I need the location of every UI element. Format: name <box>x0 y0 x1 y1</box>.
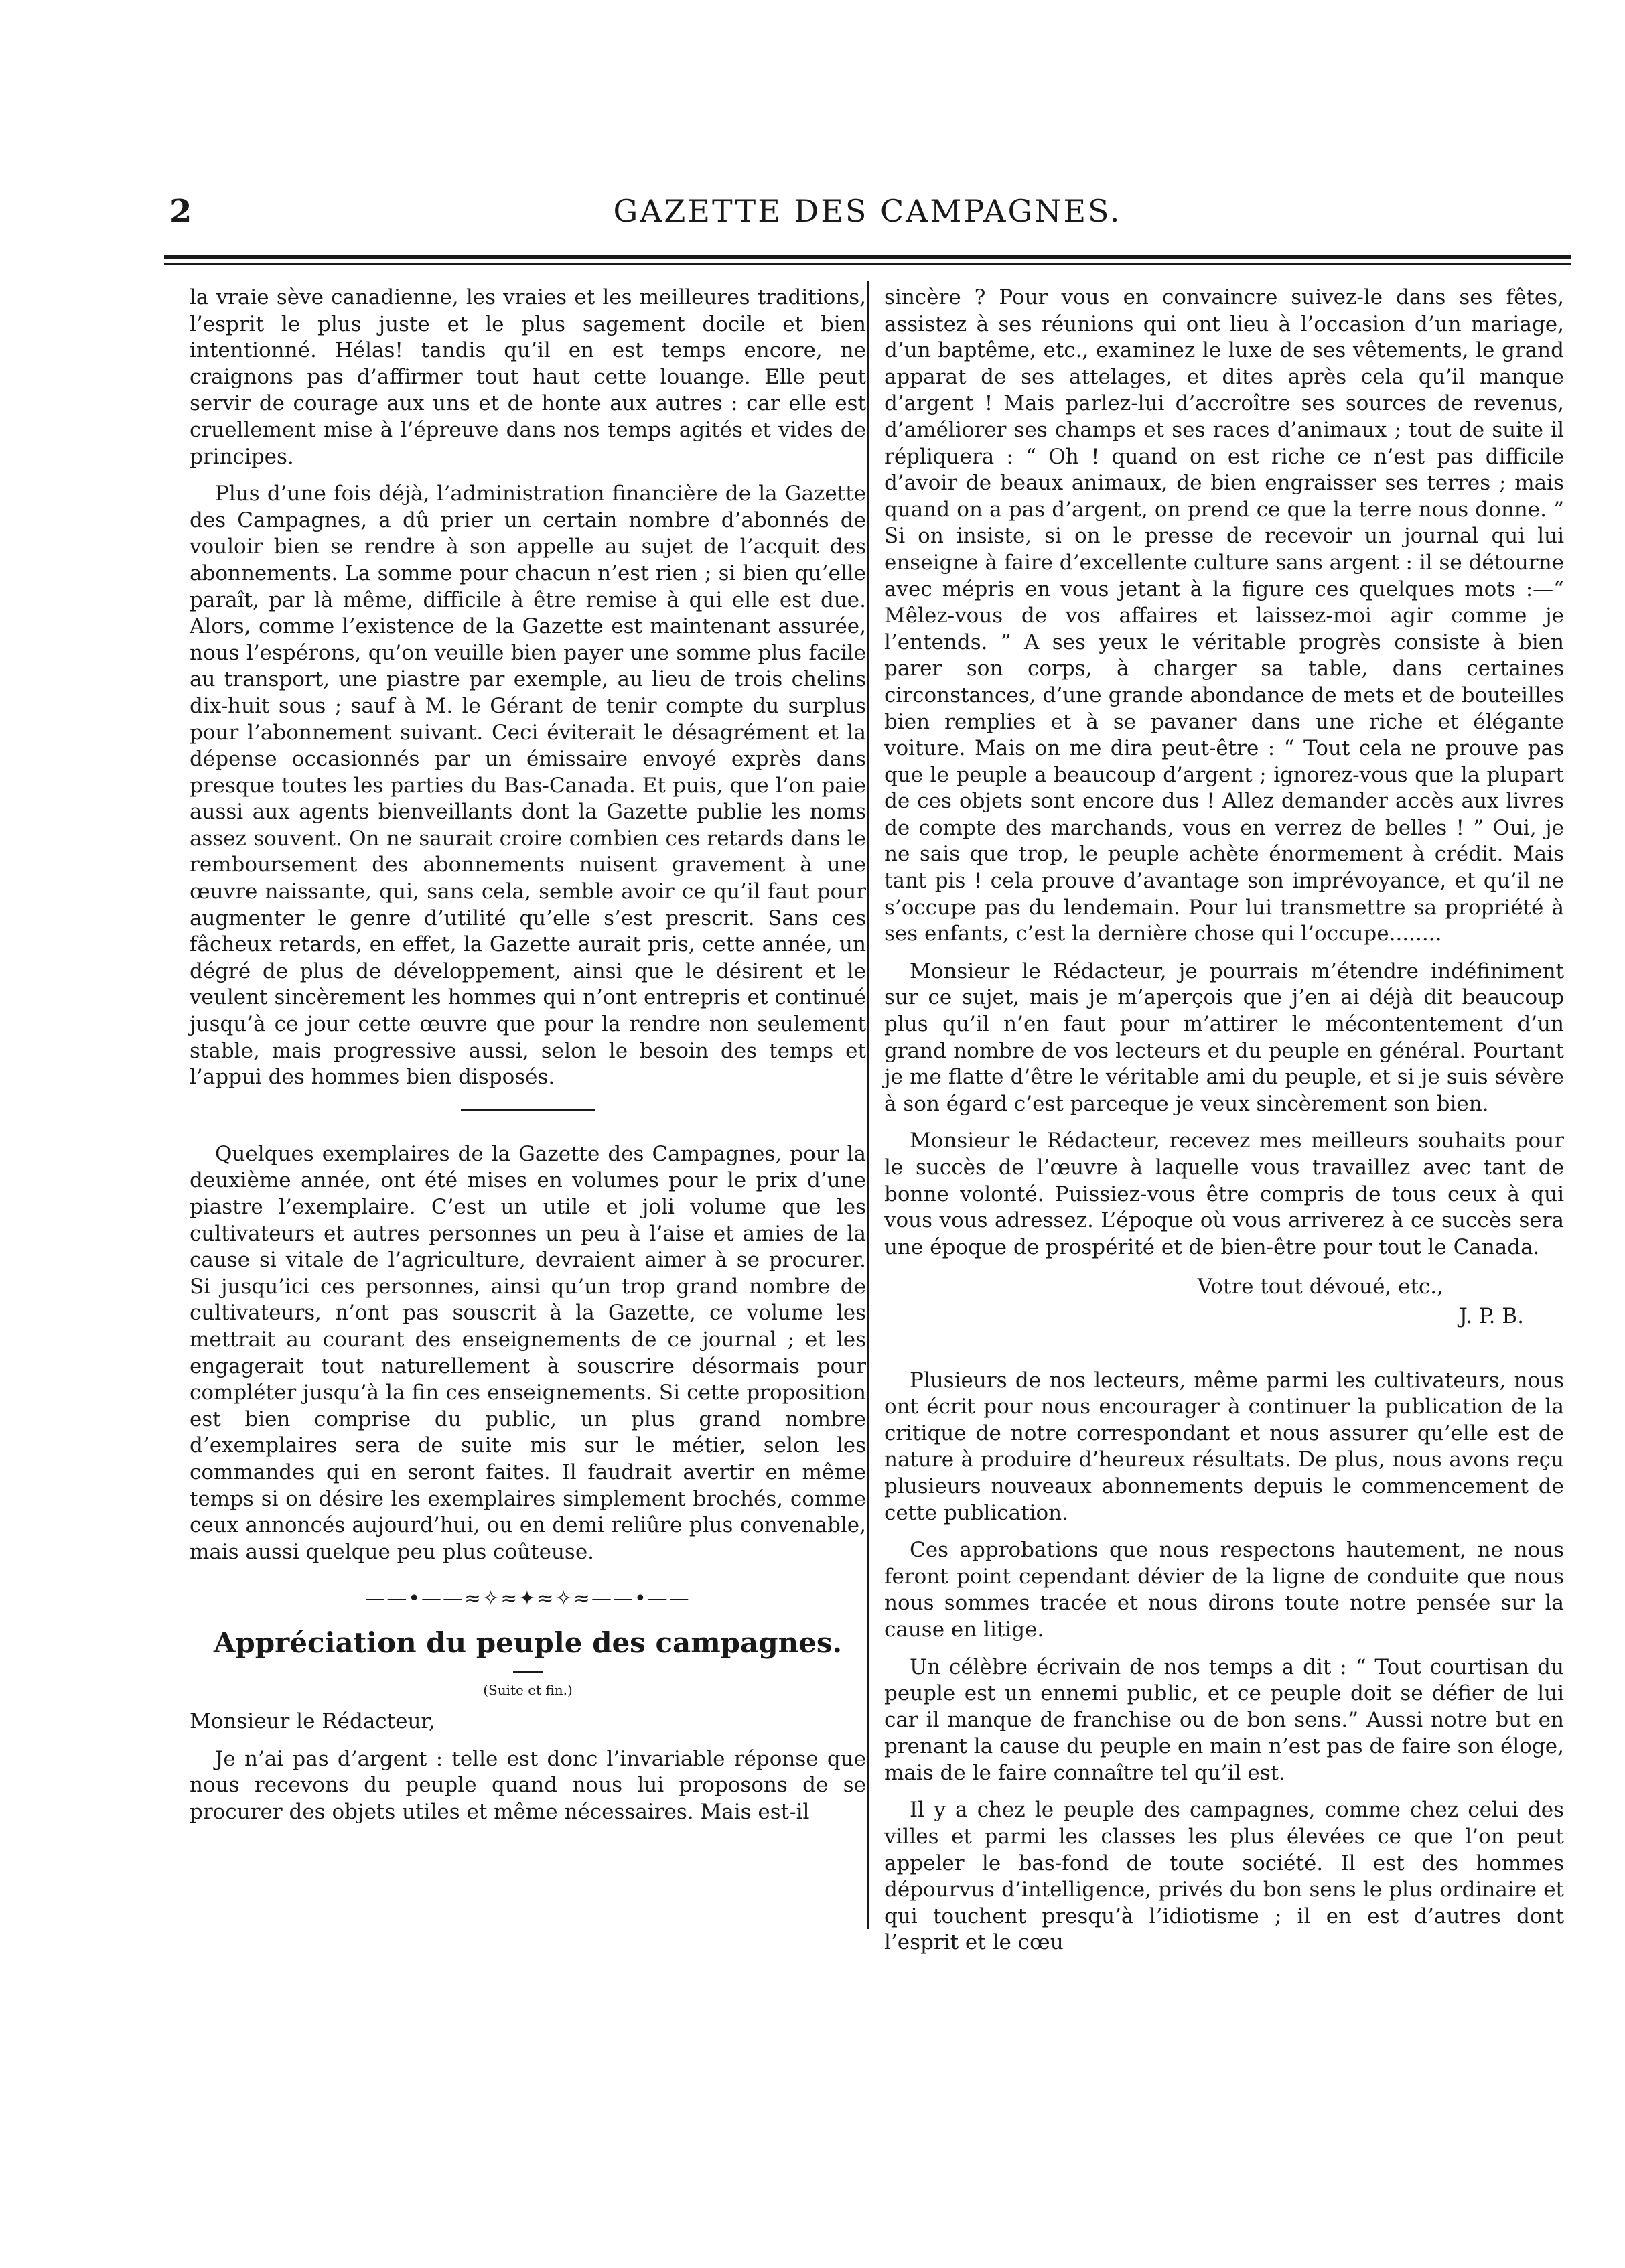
article-salutation: Monsieur le Rédacteur, <box>190 1709 435 1734</box>
right-paragraph-7: Il y a chez le peuple des campagnes, comme chez celui des villes et parmi les classes les plus élevées ce que l’on peut appeler le bas-fond de toute société. Il est des hommes dépourvus d’intelligence, privés du bon sens le plus ordinaire et qui touchent presqu’à l’idiotisme ; il en est d’autres dont l’esprit et le cœu <box>884 1798 1564 1955</box>
masthead: GAZETTE DES CAMPAGNES. <box>613 193 1122 229</box>
left-paragraph-4: Je n’ai pas d’argent : telle est donc l’invariable réponse que nous recevons du peuple quand nous lui proposons de se procurer des objets utiles et même nécessaires. Mais est-il <box>190 1746 866 1824</box>
title-rule <box>513 1671 543 1673</box>
right-paragraph-4: Plusieurs de nos lecteurs, même parmi les cultivateurs, nous ont écrit pour nous encourager à continuer la publication de la critique de notre correspondant et nous assurer qu’elle est de nature à produire d’heureux résultats. De plus, nous avons reçu plusieurs nouveaux abonnements depuis le commencement de cette publication. <box>884 1368 1564 1525</box>
header-rule-thick <box>164 255 1571 259</box>
letter-signoff: Votre tout dévoué, etc., <box>1197 1275 1443 1299</box>
page-number: 2 <box>169 193 192 230</box>
left-paragraph-3: Quelques exemplaires de la Gazette des Campagnes, pour la deuxième année, ont été mises en volumes pour le prix d’une piastre l’exemplaire. C’est un utile et joli volume que les cultivateurs et autres personnes un peu à l’aise et amies de la cause si vitale de l’agriculture, devraient aimer à se procurer. Si jusqu’ici ces personnes, ainsi qu’un trop grand nombre de cultivateurs, n’ont pas souscrit à la Gazette, ce volume les mettrait au courant des enseignements de ce journal ; et les engagerait tout naturellement à souscrire désormais pour compléter jusqu’à la fin ces enseignements. Si cette proposition est bien comprise du public, un plus grand nombre d’exemplaires sera de suite mis sur le métier, selon les commandes qui en seront faites. Il faudrait avertir en même temps si on désire les exemplaires simplement brochés, comme ceux annoncés aujourd’hui, ou en demi reliûre plus convenable, mais aussi quelque peu plus coûteuse. <box>190 1141 866 1564</box>
section-separator <box>461 1109 595 1111</box>
letter-signature: J. P. B. <box>1459 1303 1524 1328</box>
left-column <box>190 285 866 1836</box>
right-paragraph-5: Ces approbations que nous respectons hautement, ne nous feront point cependant dévier de la ligne de conduite que nous nous sommes tracée et nous dirons toute notre pensée sur la cause en litige. <box>884 1538 1564 1642</box>
article-title: Appréciation du peuple des campagnes. <box>213 1626 843 1659</box>
header-rule-thin <box>164 263 1571 265</box>
right-paragraph-3: Monsieur le Rédacteur, recevez mes meilleurs souhaits pour le succès de l’œuvre à laquelle vous travaillez avec tant de bonne volonté. Puissiez-vous être compris de tous ceux à qui vous vous adressez. L’époque où vous arriverez à ce succès sera une époque de prospérité et de bien-être pour tout le Canada. <box>884 1129 1564 1259</box>
left-paragraph-1: la vraie sève canadienne, les vraies et les meilleures traditions, l’esprit le plus juste et le plus sagement docile et bien intentionné. Hélas! tandis qu’il en est temps encore, ne craignons pas d’affirmer tout haut cette louange. Elle peut servir de courage aux uns et de honte aux autres : car elle est cruellement mise à l’épreuve dans nos temps agités et vides de principes. <box>190 285 866 469</box>
right-paragraph-6: Un célèbre écrivain de nos temps a dit : “ Tout courtisan du peuple est un ennemi public, et ce peuple doit se défier de lui car il manque de franchise ou de bon sens.” Aussi notre but en prenant la cause du peuple en main n’est pas de faire son éloge, mais de le faire connaître tel qu’il est. <box>884 1654 1564 1785</box>
page-header <box>164 193 1571 233</box>
column-divider <box>867 281 869 1929</box>
right-column <box>884 285 1564 1967</box>
article-continuation-note: (Suite et fin.) <box>483 1681 573 1698</box>
ornamental-divider: ——•——≈✧≈✦≈✧≈——•—— <box>365 1587 691 1611</box>
right-paragraph-1: sincère ? Pour vous en convaincre suivez-le dans ses fêtes, assistez à ses réunions qui ont lieu à l’occasion d’un mariage, d’un baptême, etc., examinez le luxe de ses vêtements, le grand apparat de ses attelages, et dites après cela qu’il manque d’argent ! Mais parlez-lui d’accroître ses sources de revenus, d’améliorer ses champs et ses races d’animaux ; tout de suite il répliquera : “ Oh ! quand on est riche ce n’est pas difficile d’avoir de beaux animaux, de bien engraisser ses terres ; mais quand on a pas d’argent, on prend ce que la terre nous donne. ” Si on insiste, si on le presse de recevoir un journal qui lui enseigne à faire d’excellente culture sans argent : il se détourne avec mépris en vous jetant à la figure ces quelques mots :—“ Mêlez-vous de vos affaires et laissez-moi agir comme je l’entends. ” A ses yeux le véritable progrès consiste à bien parer son corps, à charger sa table, dans certaines circonstances, d’une grande abondance de mets et de bouteilles bien remplies et à se pavaner dans une riche et élégante voiture. Mais on me dira peut-être : “ Tout cela ne prouve pas que le peuple a beaucoup d’argent ; ignorez-vous que la plupart de ces objets sont encore dus ! Allez demander accès aux livres de compte des marchands, vous en verrez de belles ! ” Oui, je ne sais que trop, le peuple achète énormement à crédit. Mais tant pis ! cela prouve d’avantage son imprévoyance, et qu’il ne s’occupe pas du lendemain. Pour lui transmettre sa propriété à ses enfants, c’est la dernière chose qui l’occupe........ <box>884 285 1564 946</box>
left-paragraph-2: Plus d’une fois déjà, l’administration financière de la Gazette des Campagnes, a dû prier un certain nombre d’abonnés de vouloir bien se rendre à son appelle au sujet de l’acquit des abonnements. La somme pour chacun n’est rien ; si bien qu’elle paraît, par là même, difficile à être remise à qui elle est due. Alors, comme l’existence de la Gazette est maintenant assurée, nous l’espérons, qu’on veuille bien payer une somme plus facile au transport, une piastre par exemple, au lieu de trois chelins dix-huit sous ; sauf à M. le Gérant de tenir compte du surplus pour l’abonnement suivant. Ceci éviterait le désagrément et la dépense occasionnés par un émissaire envoyé exprès dans presque toutes les parties du Bas-Canada. Et puis, que l’on paie aussi aux agents bienveillants dont la Gazette publie les noms assez souvent. On ne saurait croire combien ces retards dans le remboursement des abonnements nuisent gravement à une œuvre naissante, qui, sans cela, semble avoir ce qu’il faut pour augmenter le genre d’utilité qu’elle s’est prescrit. Sans ces fâcheux retards, en effet, la Gazette aurait pris, cette année, un dégré de plus de développement, ainsi que le désirent et le veulent sincèrement les hommes qui n’ont entrepris et continué jusqu’à ce jour cette œuvre que pour la rendre non seulement stable, mais progressive aussi, selon le besoin des temps et l’appui des hommes bien disposés. <box>190 482 866 1090</box>
right-paragraph-2: Monsieur le Rédacteur, je pourrais m’étendre indéfiniment sur ce sujet, mais je m’aperçois que j’en ai déjà dit beaucoup plus qu’il n’en faut pour m’attirer le mécontentement d’un grand nombre de vos lecteurs et du peuple en général. Pourtant je me flatte d’être le véritable ami du peuple, et si je suis sévère à son égard c’est parceque je veux sincèrement son bien. <box>884 959 1564 1116</box>
